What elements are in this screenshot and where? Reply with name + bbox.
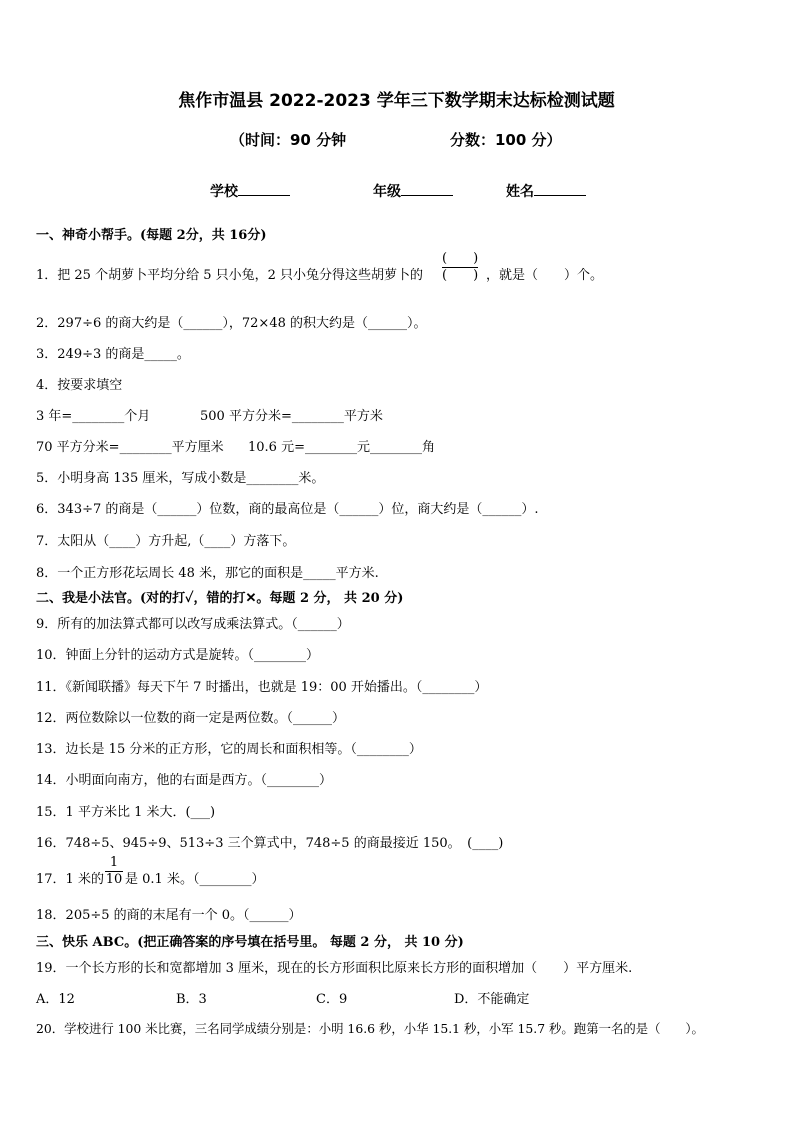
- school-label: 学校: [210, 184, 238, 200]
- q19-option-c: C．9: [316, 992, 348, 1007]
- question-13: 13．边长是 15 分米的正方形，它的周长和面积相等。（________）: [36, 742, 422, 757]
- q17-numerator: 1: [109, 855, 119, 870]
- q19-option-b: B．3: [176, 992, 207, 1007]
- name-label: 姓名: [506, 184, 534, 200]
- section-3-heading: 三、快乐 ABC。(把正确答案的序号填在括号里。 每题 2 分， 共 10 分): [36, 935, 464, 950]
- q19-option-d: D．不能确定: [454, 992, 530, 1007]
- question-4: 4．按要求填空: [36, 378, 123, 393]
- grade-label: 年级: [373, 184, 401, 200]
- question-19: 19．一个长方形的长和宽都增加 3 厘米，现在的长方形面积比原来长方形的面积增加（ ）平方厘米.: [36, 961, 633, 976]
- q4-part-c: 70 平方分米=________平方厘米: [36, 440, 224, 455]
- question-20: 20．学校进行 100 米比赛，三名同学成绩分别是：小明 16.6 秒，小华 15.1 秒，小军 15.7 秒。跑第一名的是（ ）。: [36, 1021, 704, 1036]
- school-field: [210, 181, 290, 201]
- question-9: 9．所有的加法算式都可以改写成乘法算式。（______）: [36, 617, 350, 632]
- q17-denominator: 10: [105, 872, 123, 887]
- section-2-heading: 二、我是小法官。(对的打✓，错的打✕。每题 2 分， 共 20 分): [36, 591, 404, 606]
- question-16: 16．748÷5、945÷9、513÷3 三个算式中，748÷5 的商最接近 150。 (____): [36, 836, 504, 851]
- question-6: 6．343÷7 的商是（______）位数，商的最高位是（______）位，商大约是（______）.: [36, 502, 539, 517]
- name-field: [506, 181, 586, 201]
- q17-text-before: 17．1 米的: [36, 872, 104, 887]
- exam-score: 分数：100 分）: [450, 131, 562, 149]
- question-10: 10．钟面上分针的运动方式是旋转。（________）: [36, 648, 320, 663]
- q19-option-a: A．12: [36, 992, 75, 1007]
- q4-part-d: 10.6 元=________元________角: [248, 440, 435, 455]
- q17-text-after: 是 0.1 米。（________）: [125, 872, 265, 887]
- q4-part-b: 500 平方分米=________平方米: [200, 409, 383, 424]
- question-7: 7．太阳从（____）方升起,（____）方落下。: [36, 534, 296, 549]
- q1-text-after: ，就是（ ）个。: [486, 268, 604, 283]
- q1-text-before: 1．把 25 个胡萝卜平均分给 5 只小兔，2 只小兔分得这些胡萝卜的: [36, 268, 424, 283]
- q4-part-a: 3 年=________个月: [36, 409, 151, 424]
- question-11: 11．《新闻联播》每天下午 7 时播出，也就是 19：00 开始播出。（________）: [36, 680, 488, 695]
- name-blank[interactable]: [534, 181, 586, 196]
- grade-blank[interactable]: [401, 181, 453, 196]
- q1-numerator: ( ): [442, 251, 479, 266]
- section-1-heading: 一、神奇小帮手。(每题 2分，共 16分): [36, 228, 267, 243]
- question-14: 14．小明面向南方，他的右面是西方。（________）: [36, 773, 333, 788]
- q1-denominator: ( ): [442, 268, 479, 283]
- page-title: 焦作市温县 2022-2023 学年三下数学期末达标检测试题: [178, 91, 615, 111]
- question-3: 3．249÷3 的商是_____。: [36, 347, 190, 362]
- question-12: 12．两位数除以一位数的商一定是两位数。（______）: [36, 711, 346, 726]
- question-2: 2．297÷6 的商大约是（______），72×48 的积大约是（______）。: [36, 316, 427, 331]
- question-15: 15．1 平方米比 1 米大．(___): [36, 805, 216, 820]
- q1-fraction: [442, 251, 478, 284]
- school-blank[interactable]: [238, 181, 290, 196]
- question-8: 8．一个正方形花坛周长 48 米，那它的面积是_____平方米.: [36, 566, 379, 581]
- question-18: 18．205÷5 的商的末尾有一个 0。（______）: [36, 908, 302, 923]
- exam-time: （时间：90 分钟: [230, 131, 347, 149]
- q17-fraction: [105, 855, 123, 888]
- question-5: 5．小明身高 135 厘米，写成小数是________米。: [36, 471, 325, 486]
- grade-field: [373, 181, 453, 201]
- question-1: [36, 264, 423, 283]
